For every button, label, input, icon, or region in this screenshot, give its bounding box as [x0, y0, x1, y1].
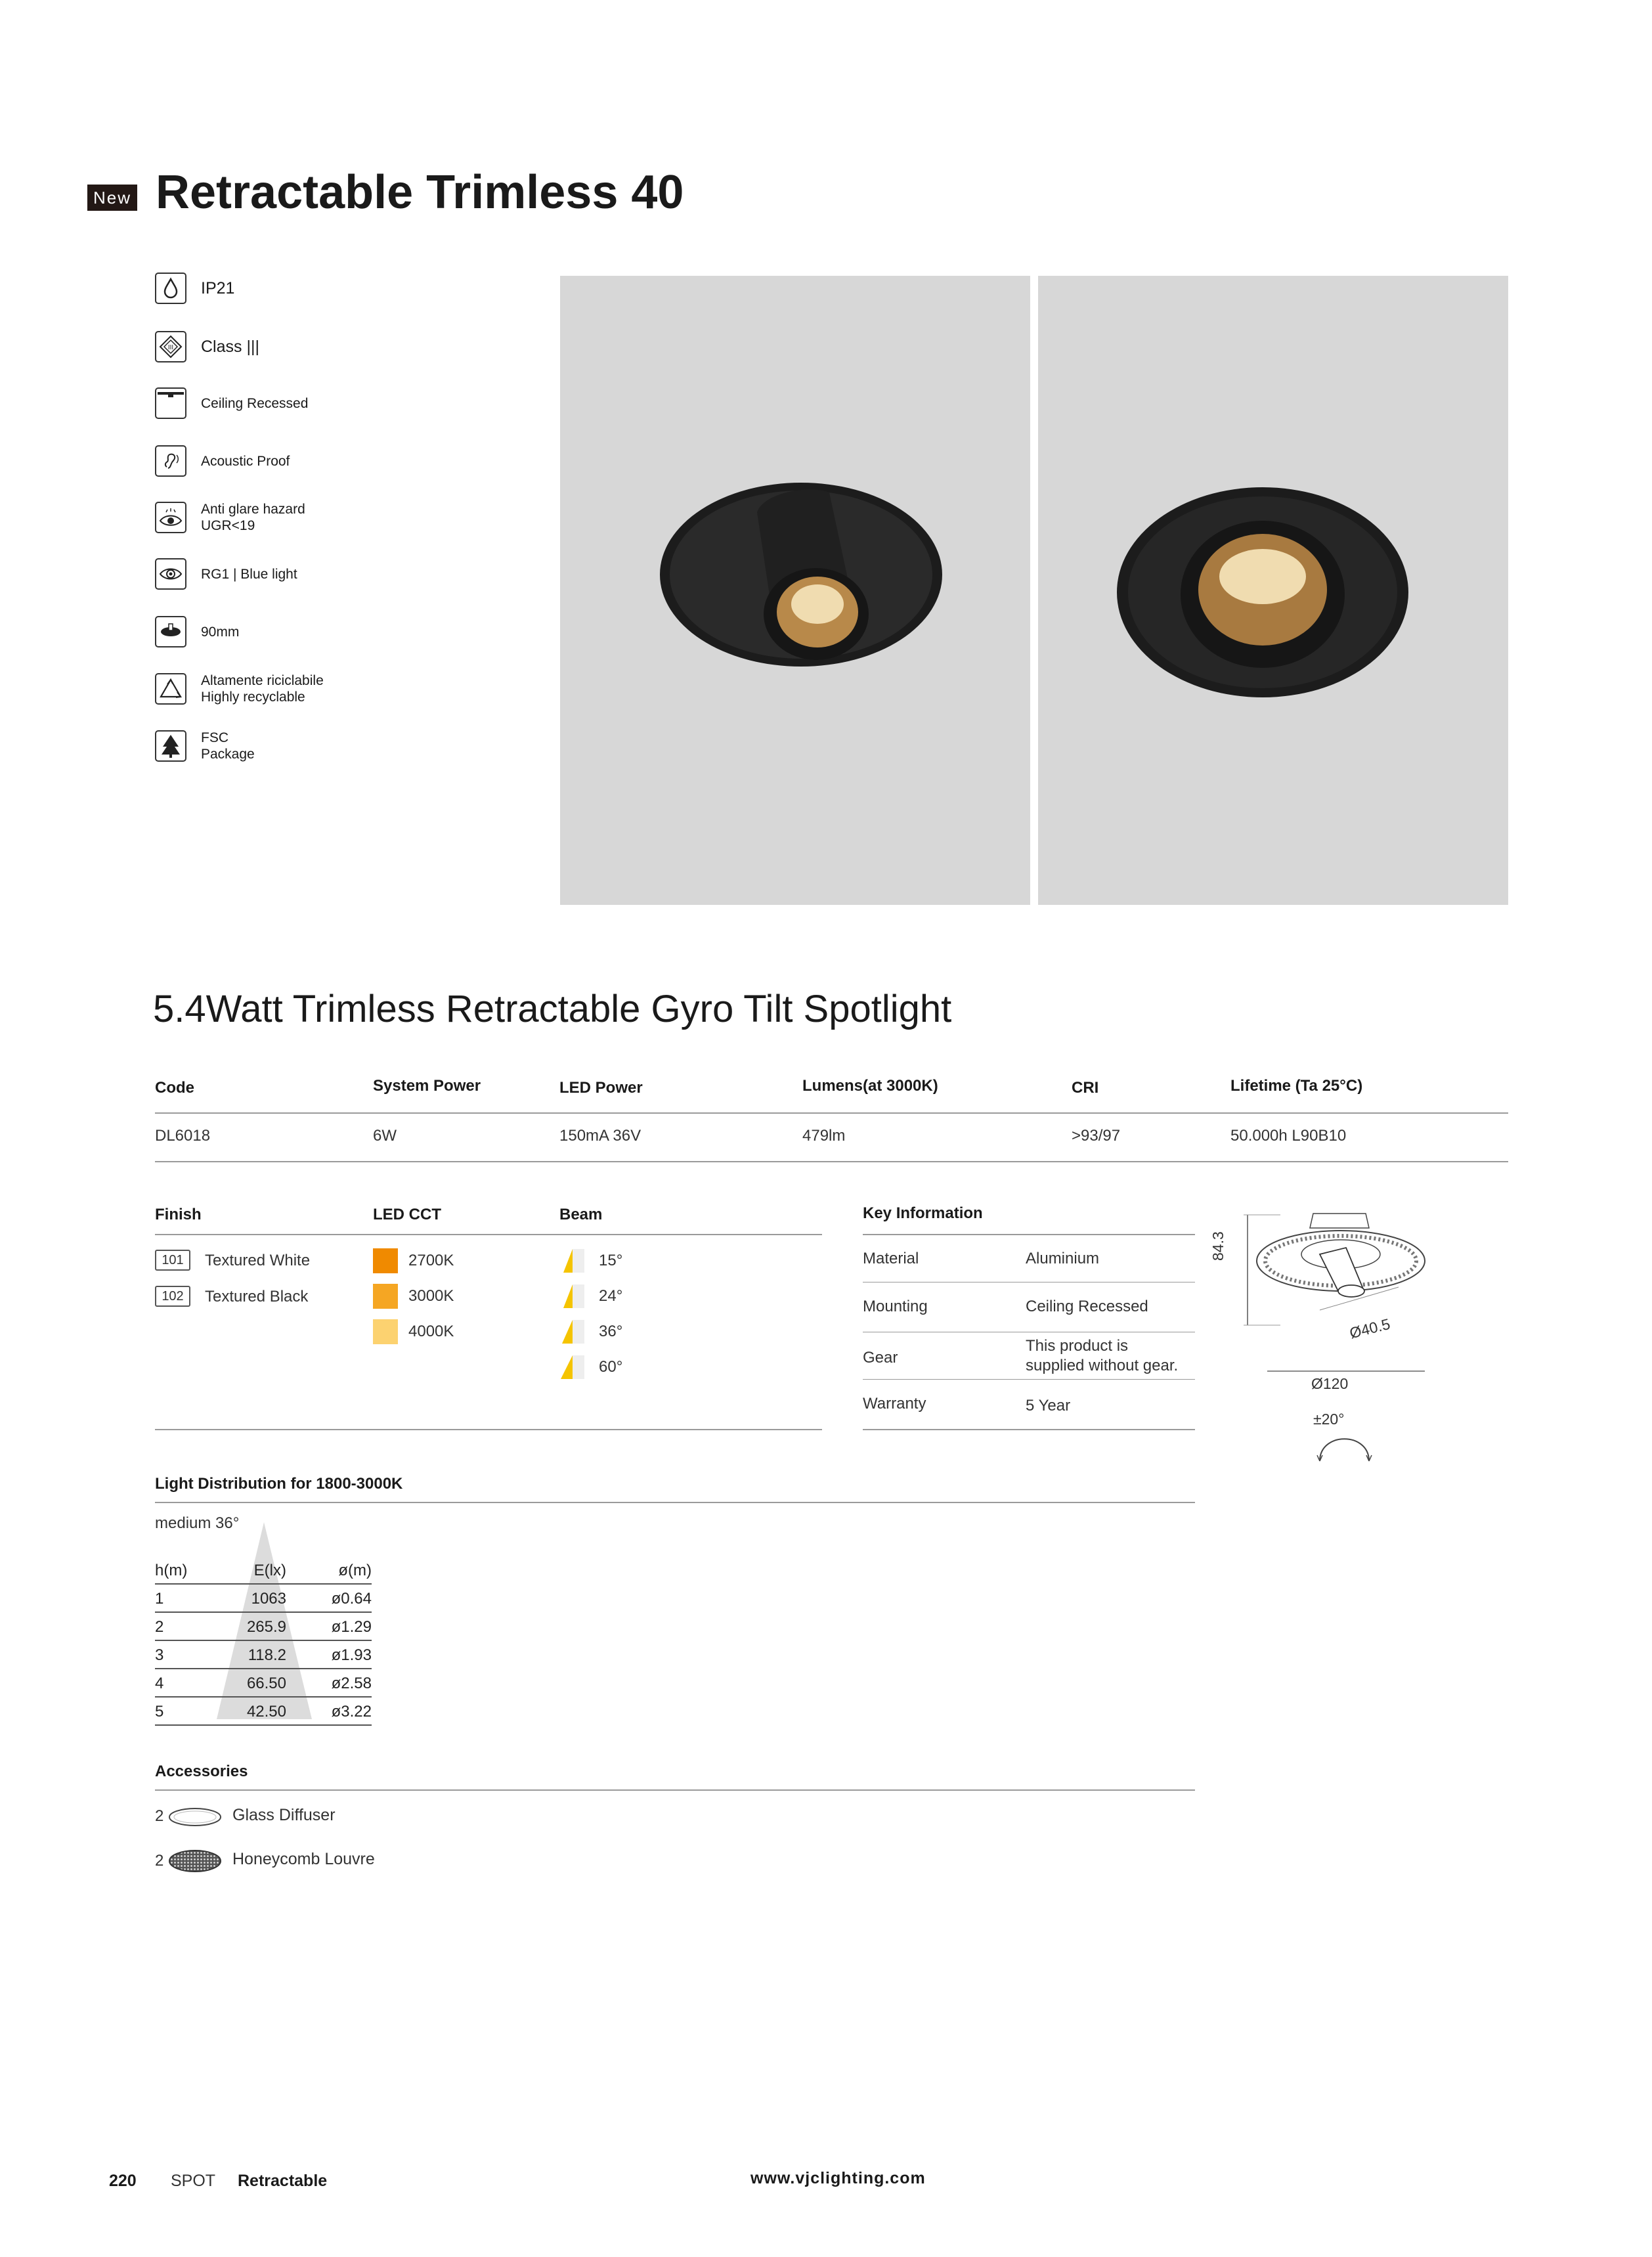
- cct-swatch: [373, 1319, 398, 1344]
- dim-inner-diameter: Ø40.5: [1347, 1315, 1392, 1342]
- dim-outer-diameter: Ø120: [1311, 1375, 1349, 1392]
- feature-label: 90mm: [201, 624, 240, 640]
- cct-heading: LED CCT: [373, 1206, 441, 1223]
- finish-name: Textured White: [205, 1252, 311, 1269]
- feature-acoustic: [155, 444, 290, 478]
- column-header: h(m): [155, 1562, 188, 1579]
- table-row: [155, 1613, 372, 1641]
- dim-tilt: ±20°: [1313, 1411, 1345, 1428]
- beam-icon: [559, 1283, 586, 1309]
- cct-label: 2700K: [408, 1252, 454, 1269]
- key-info-label: Material: [863, 1250, 919, 1267]
- footer-url[interactable]: www.vjclighting.com: [750, 2169, 926, 2187]
- beam-icon: [559, 1354, 586, 1380]
- spec-divider: [155, 1112, 1508, 1114]
- ceiling-recessed-icon: [155, 387, 186, 419]
- finish-code: 102: [155, 1286, 190, 1307]
- cct-swatch: [373, 1248, 398, 1273]
- table-row: [155, 1669, 372, 1698]
- cell-illuminance: 66.50: [246, 1675, 286, 1692]
- glass-diffuser-icon: [167, 1806, 223, 1828]
- light-distribution-table: [155, 1556, 372, 1726]
- feature-label: FSC Package: [201, 730, 255, 762]
- beam-type-label: medium 36°: [155, 1514, 240, 1532]
- key-info-divider: [863, 1429, 1195, 1430]
- spec-header-system-power: System Power: [373, 1077, 481, 1095]
- spec-value-lumens: 479lm: [802, 1127, 846, 1145]
- table-row: [155, 1641, 372, 1669]
- ear-icon: [155, 445, 186, 477]
- page-number: 220: [109, 2172, 137, 2190]
- spec-value-code: DL6018: [155, 1127, 211, 1145]
- feature-label: Anti glare hazard UGR<19: [201, 502, 305, 533]
- spec-divider: [155, 1161, 1508, 1162]
- accessory-label: Glass Diffuser: [232, 1806, 336, 1824]
- key-info-value: This product is supplied without gear.: [1026, 1337, 1179, 1374]
- feature-label: Altamente riciclabile Highly recyclable: [201, 673, 324, 705]
- feature-ceiling: [155, 386, 308, 420]
- feature-label: Acoustic Proof: [201, 453, 290, 469]
- feature-class: [155, 330, 259, 364]
- cell-illuminance: 42.50: [246, 1703, 286, 1720]
- cell-diameter: ø1.29: [331, 1618, 372, 1636]
- cell-diameter: ø3.22: [331, 1703, 372, 1720]
- cutout-icon: [155, 616, 186, 647]
- class-three-icon: [155, 331, 186, 362]
- svg-text:III: III: [167, 344, 174, 351]
- spec-value-system-power: 6W: [373, 1127, 397, 1145]
- spec-header-cri: CRI: [1072, 1079, 1099, 1097]
- feature-recyclable: [155, 672, 324, 706]
- key-info-value: Aluminium: [1026, 1250, 1100, 1267]
- beam-label: 36°: [599, 1323, 623, 1340]
- cell-height: 4: [155, 1675, 164, 1692]
- spec-header-lumens: Lumens(at 3000K): [802, 1077, 938, 1095]
- fsc-tree-icon: [155, 730, 186, 762]
- beam-icon: [559, 1248, 586, 1274]
- options-divider: [155, 1234, 822, 1235]
- key-info-divider: [863, 1379, 1195, 1380]
- spec-header-led-power: LED Power: [559, 1079, 643, 1097]
- feature-label: Ceiling Recessed: [201, 395, 309, 411]
- eye-icon: [155, 558, 186, 590]
- accessories-heading: Accessories: [155, 1763, 248, 1780]
- product-photo-tilted: [560, 276, 1030, 905]
- column-header: ø(m): [338, 1562, 372, 1579]
- cell-illuminance: 1063: [251, 1590, 286, 1608]
- beam-label: 60°: [599, 1358, 623, 1376]
- spec-header-code: Code: [155, 1079, 194, 1097]
- cell-height: 3: [155, 1646, 164, 1664]
- cct-swatch: [373, 1284, 398, 1309]
- accessories-divider: [155, 1789, 1195, 1791]
- product-photo-retracted: [1038, 276, 1508, 905]
- accessory-quantity: 2: [155, 1807, 164, 1825]
- beam-label: 15°: [599, 1252, 623, 1269]
- feature-cutout: [155, 615, 239, 649]
- finish-name: Textured Black: [205, 1288, 309, 1305]
- feature-rg1: [155, 557, 297, 591]
- page-title: Retractable Trimless 40: [156, 166, 684, 219]
- new-badge: New: [87, 185, 137, 211]
- cell-diameter: ø1.93: [331, 1646, 372, 1664]
- feature-label: Class |||: [201, 337, 259, 356]
- light-distribution-divider: [155, 1502, 1195, 1503]
- key-info-label: Mounting: [863, 1298, 928, 1315]
- table-row: [155, 1698, 372, 1726]
- column-header: E(lx): [253, 1562, 286, 1579]
- technical-drawing: [1234, 1202, 1431, 1478]
- anti-glare-eye-icon: [155, 502, 186, 533]
- key-info-value: Ceiling Recessed: [1026, 1298, 1148, 1315]
- footer-subsection: Retractable: [238, 2172, 328, 2190]
- table-header-row: [155, 1556, 372, 1585]
- footer-section: SPOT: [171, 2172, 216, 2190]
- cct-label: 3000K: [408, 1287, 454, 1305]
- key-info-label: Gear: [863, 1349, 898, 1367]
- options-divider: [155, 1429, 822, 1430]
- feature-label: RG1 | Blue light: [201, 566, 297, 582]
- recycle-icon: [155, 673, 186, 705]
- spec-header-lifetime: Lifetime (Ta 25°C): [1230, 1077, 1363, 1095]
- cell-height: 5: [155, 1703, 164, 1720]
- dim-height: 84.3: [1209, 1231, 1227, 1261]
- accessory-label: Honeycomb Louvre: [232, 1850, 375, 1868]
- beam-label: 24°: [599, 1287, 623, 1305]
- key-info-label: Warranty: [863, 1395, 926, 1413]
- beam-icon: [559, 1319, 586, 1345]
- spec-value-lifetime: 50.000h L90B10: [1230, 1127, 1347, 1145]
- feature-ip21: [155, 271, 234, 305]
- key-info-divider: [863, 1234, 1195, 1235]
- cell-height: 1: [155, 1590, 164, 1608]
- spec-value-cri: >93/97: [1072, 1127, 1121, 1145]
- cct-label: 4000K: [408, 1323, 454, 1340]
- spec-value-led-power: 150mA 36V: [559, 1127, 641, 1145]
- water-drop-icon: [155, 273, 186, 304]
- feature-label: IP21: [201, 278, 235, 297]
- honeycomb-louvre-icon: [167, 1848, 223, 1874]
- finish-heading: Finish: [155, 1206, 202, 1223]
- cell-illuminance: 265.9: [246, 1618, 286, 1636]
- table-row: [155, 1585, 372, 1613]
- light-distribution-heading: Light Distribution for 1800-3000K: [155, 1475, 403, 1493]
- key-info-value: 5 Year: [1026, 1397, 1071, 1414]
- feature-antiglare: [155, 500, 305, 535]
- cell-height: 2: [155, 1618, 164, 1636]
- beam-heading: Beam: [559, 1206, 603, 1223]
- finish-code: 101: [155, 1250, 190, 1271]
- cell-diameter: ø2.58: [331, 1675, 372, 1692]
- cell-diameter: ø0.64: [331, 1590, 372, 1608]
- feature-fsc: [155, 729, 255, 763]
- product-subtitle: 5.4Watt Trimless Retractable Gyro Tilt Spotlight: [153, 988, 952, 1030]
- cell-illuminance: 118.2: [248, 1646, 286, 1664]
- accessory-quantity: 2: [155, 1852, 164, 1870]
- key-info-heading: Key Information: [863, 1204, 983, 1222]
